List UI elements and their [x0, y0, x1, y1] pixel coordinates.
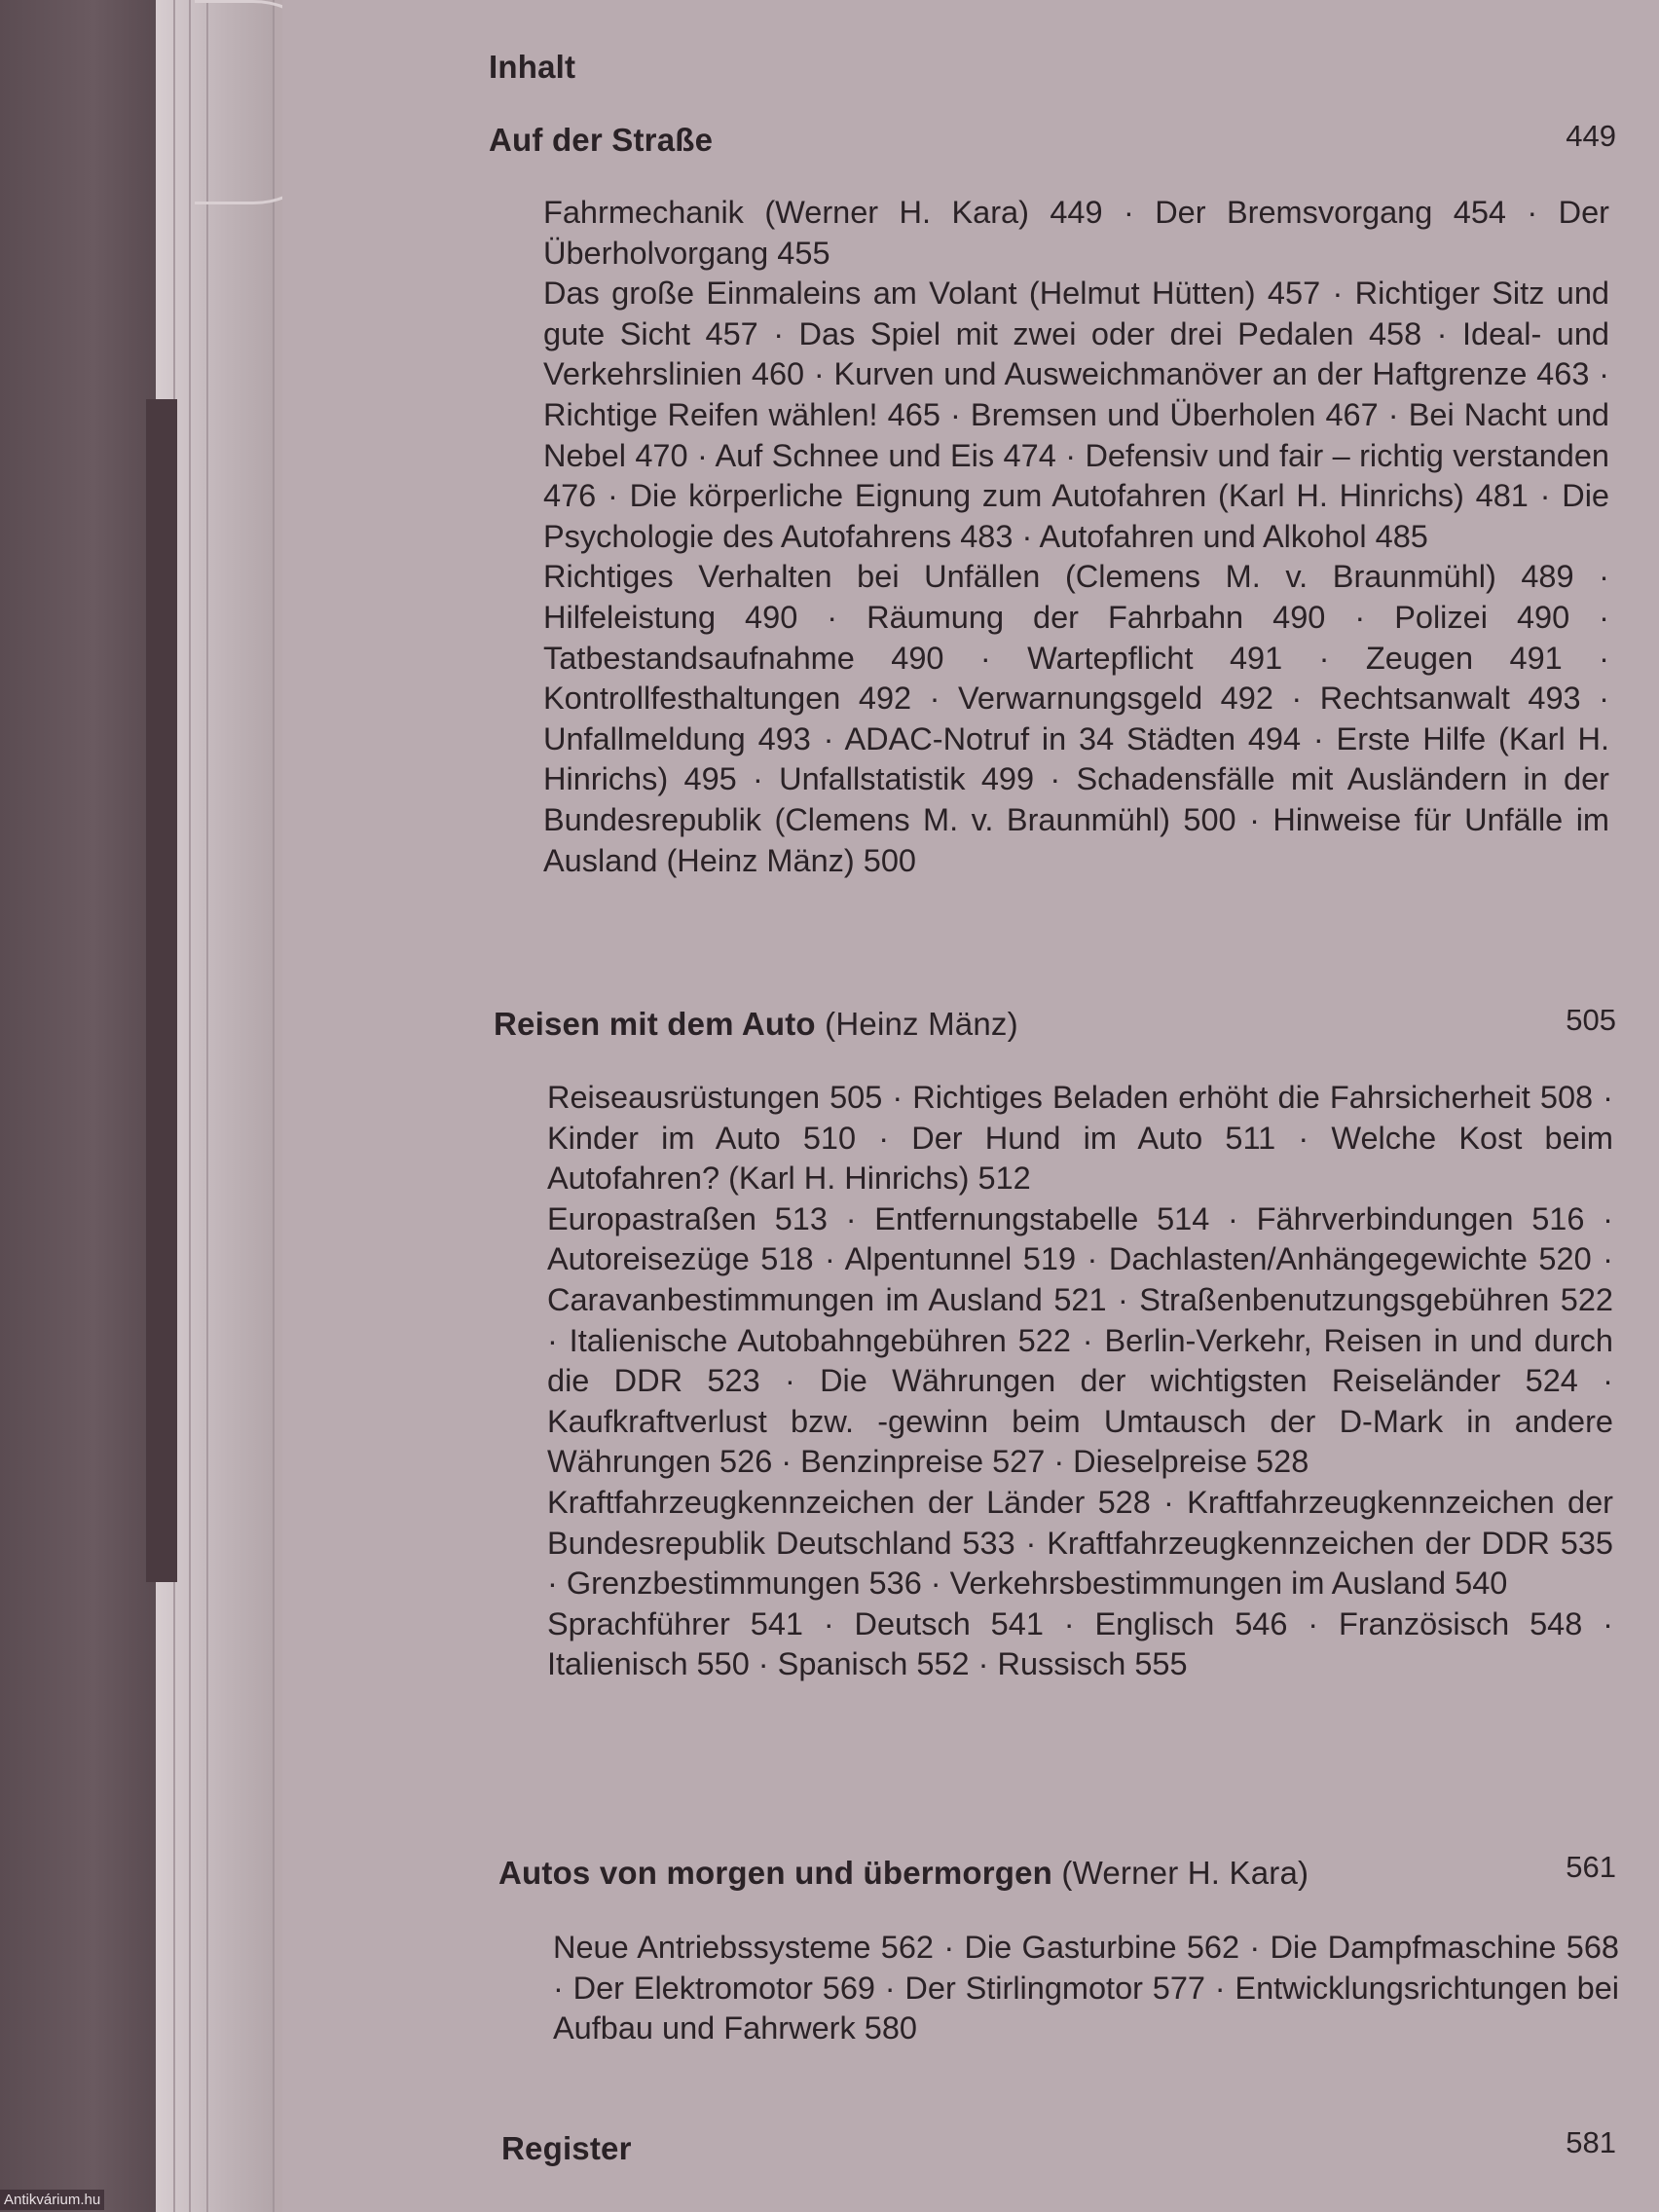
section-title-text: Auf der Straße: [489, 122, 714, 158]
section-title: [498, 1855, 1309, 1892]
section-title-text: Autos von morgen und übermorgen: [498, 1855, 1053, 1891]
section-entries: [543, 193, 1609, 881]
entry-paragraph: Reiseausrüstungen 505 · Richtiges Beladen erhöht die Fahrsicherheit 508 · Kinder im Auto 510 · Der Hund im Auto 511 · Welche Kost beim Autofahren? (Karl H. Hinrichs) 512: [547, 1080, 1613, 1197]
section-title: [501, 2130, 632, 2167]
entry-paragraph: Neue Antriebssysteme 562 · Die Gasturbine 562 · Die Dampfmaschine 568 · Der Elektromotor 569 · Der Stirlingmotor 577 · Entwicklungsrichtungen bei Aufbau und Fahrwerk 580: [553, 1930, 1619, 2046]
section-title: [489, 122, 713, 159]
section-page-number: 581: [1566, 2125, 1616, 2159]
section-title-text: Register: [501, 2130, 632, 2166]
binding-band: [146, 399, 177, 1582]
section-author: (Heinz Mänz): [825, 1006, 1018, 1042]
entry-paragraph: Fahrmechanik (Werner H. Kara) 449 · Der Bremsvorgang 454 · Der Überholvorgang 455: [543, 195, 1609, 271]
section-page-number: 561: [1566, 1850, 1616, 1884]
section-entries: [553, 1928, 1619, 2049]
watermark: Antikvárium.hu: [0, 2190, 104, 2210]
toc-page: [282, 0, 1659, 2212]
toc-title: Inhalt: [489, 49, 576, 85]
section-entries: [547, 1078, 1613, 1685]
section-author: (Werner H. Kara): [1061, 1855, 1309, 1891]
entry-paragraph: Europastraßen 513 · Entfernungstabelle 514 · Fährverbindungen 516 · Autoreisezüge 518 · Alpentunnel 519 · Dachlasten/Anhängegewichte 520 · Caravanbestimmungen im Ausland 521 · Straßenbenutzungsgebühren 522 · Italienische Autobahngebühren 522 · Berlin-Verkehr, Reisen in und durch die DDR 523 · Die Währungen der wichtigsten Reiseländer 524 · Kaufkraftverlust bzw. -gewinn beim Umtausch der D-Mark in andere Währungen 526 · Benzinpreise 527 · Dieselpreise 528: [547, 1200, 1613, 1480]
entry-paragraph: Richtiges Verhalten bei Unfällen (Clemens M. v. Braunmühl) 489 · Hilfeleistung 490 · Räumung der Fahrbahn 490 · Polizei 490 · Tatbestandsaufnahme 490 · Wartepflicht 491 · Zeugen 491 · Kontrollfesthaltungen 492 · Verwarnungsgeld 492 · Rechtsanwalt 493 · Unfallmeldung 493 · ADAC-Notruf in 34 Städten 494 · Erste Hilfe (Karl H. Hinrichs) 495 · Unfallstatistik 499 · Schadensfälle mit Ausländern in der Bundesrepublik (Clemens M. v. Braunmühl) 500 · Hinweise für Unfälle im Ausland (Heinz Mänz) 500: [543, 559, 1609, 878]
section-title-text: Reisen mit dem Auto: [494, 1006, 816, 1042]
section-title: [494, 1006, 1018, 1043]
section-page-number: 505: [1566, 1003, 1616, 1037]
entry-paragraph: Kraftfahrzeugkennzeichen der Länder 528 · Kraftfahrzeugkennzeichen der Bundesrepublik Deutschland 533 · Kraftfahrzeugkennzeichen der DDR 535 · Grenzbestimmungen 536 · Verkehrsbestimmungen im Ausland 540: [547, 1484, 1613, 1602]
entry-paragraph: Sprachführer 541 · Deutsch 541 · Englisch 546 · Französisch 548 · Italienisch 550 · Spanisch 552 · Russisch 555: [547, 1605, 1613, 1682]
section-page-number: 449: [1566, 119, 1616, 153]
entry-paragraph: Das große Einmaleins am Volant (Helmut Hütten) 457 · Richtiger Sitz und gute Sicht 457 · Das Spiel mit zwei oder drei Pedalen 458 · Ideal- und Verkehrslinien 460 · Kurven und Ausweichmanöver an der Haftgrenze 463 · Richtige Reifen wählen! 465 · Bremsen und Überholen 467 · Bei Nacht und Nebel 470 · Auf Schnee und Eis 474 · Defensiv und fair – richtig verstanden 476 · Die körperliche Eignung zum Autofahren (Karl H. Hinrichs) 481 · Die Psychologie des Autofahrens 483 · Autofahren und Alkohol 485: [543, 276, 1609, 554]
book-spine-edge: [0, 0, 156, 2212]
